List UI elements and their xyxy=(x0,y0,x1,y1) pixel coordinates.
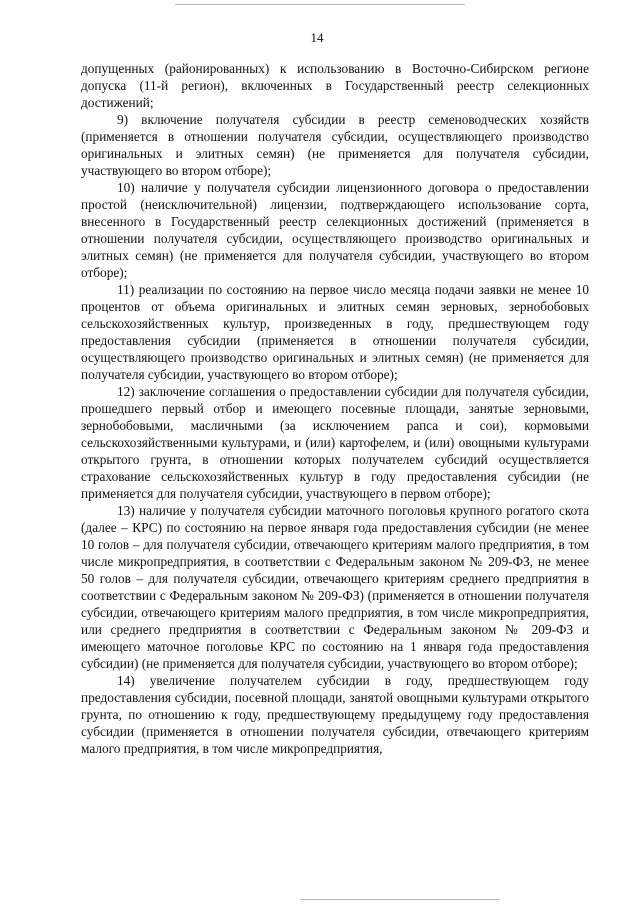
paragraph-continuation: допущенных (районированных) к использованию в Восточно-Сибирском регионе допуска (11-й регион), включенных в Государственный реестр селекционных достижений; xyxy=(81,61,589,110)
paragraph-item-12: 12) заключение соглашения о предоставлении субсидии для получателя субсидии, прошедшего первый отбор и имеющего посевные площади, занятые зерновыми, зернобобовыми, масличными (за исключением рапса и сои), кормовыми сельскохозяйственными культурами, и (или) картофелем, и (или) овощными культурами открытого грунта, в отношении которых получателем субсидий осуществляется страхование сельскохозяйственных культур в году предоставления субсидии (не применяется для получателя субсидии, участвующего в первом отборе); xyxy=(81,384,589,501)
paragraph-item-14: 14) увеличение получателем субсидии в году, предшествующем году предоставления субсидии, посевной площади, занятой овощными культурами открытого грунта, по отношению к году, предшествующему предыдущему году предоставления субсидии (применяется в отношении получателя субсидии, отвечающего критериям малого предприятия, в том числе микропредприятия, xyxy=(81,673,589,756)
paragraph-item-11: 11) реализации по состоянию на первое число месяца подачи заявки не менее 10 процентов от объема оригинальных и элитных семян зерновых, зернобобовых сельскохозяйственных культур, произведенных в году, предшествующем году предоставления субсидии (применяется в отношении получателя субсидии, осуществляющего производство оригинальных и элитных семян) (не применяется для получателя субсидии, участвующего во втором отборе); xyxy=(81,282,589,382)
scan-edge-bottom xyxy=(300,899,500,900)
document-body xyxy=(81,60,589,757)
paragraph-item-10: 10) наличие у получателя субсидии лицензионного договора о предоставлении простой (неисключительной) лицензии, подтверждающего использование сорта, внесенного в Государственный реестр селекционных достижений (применяется в отношении получателя субсидии, осуществляющего производство оригинальных и элитных семян) (не применяется для получателя субсидии, участвующего во втором отборе); xyxy=(81,180,589,280)
scan-edge-top xyxy=(175,4,465,5)
paragraph-item-13: 13) наличие у получателя субсидии маточного поголовья крупного рогатого скота (далее – КРС) по состоянию на первое января года предоставления субсидии (не менее 10 голов – для получателя субсидии, отвечающего критериям малого предприятия, в том числе микропредприятия, в соответствии с Федеральным законом № 209-ФЗ, не менее 50 голов – для получателя субсидии, отвечающего критериям среднего предприятия в соответствии с Федеральным законом № 209-ФЗ) (применяется в отношении получателя субсидии, отвечающего критериям малого предприятия, в том числе микропредприятия, или среднего предприятия в соответствии с Федеральным законом № 209-ФЗ и имеющего маточное поголовье КРС по состоянию на 1 января года предоставления субсидии) (не применяется для получателя субсидии, участвующего во втором отборе); xyxy=(81,503,589,671)
page-number: 14 xyxy=(310,30,324,45)
paragraph-item-9: 9) включение получателя субсидии в реестр семеноводческих хозяйств (применяется в отношении получателя субсидии, осуществляющего производство оригинальных и элитных семян) (не применяется для получателя субсидии, участвующего во втором отборе); xyxy=(81,112,589,178)
